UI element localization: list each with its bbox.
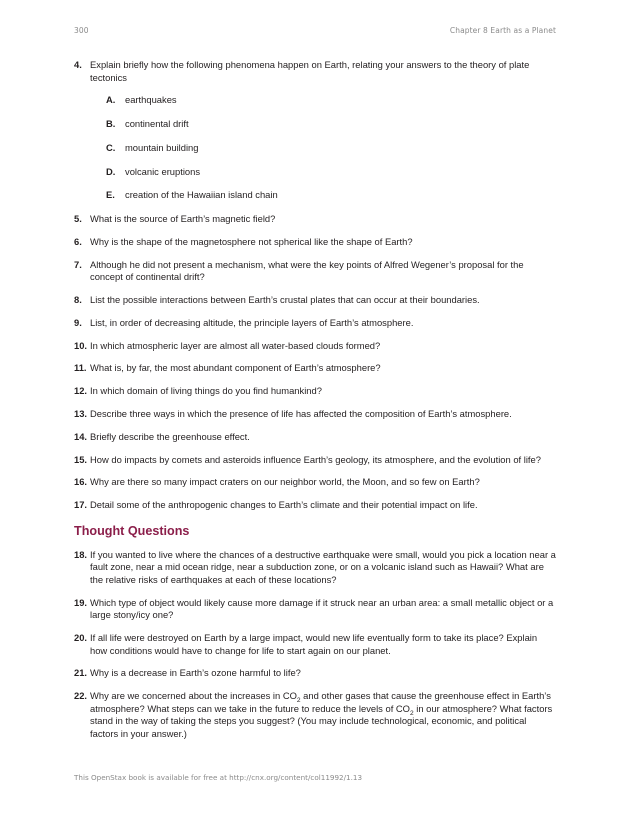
question-text: Detail some of the anthropogenic changes to Earth’s climate and their potential impact on life.: [90, 499, 478, 511]
question-number: 14.: [74, 430, 88, 442]
question-item: [74, 59, 556, 202]
question-text: Describe three ways in which the presence of life has affected the composition of Earth’s atmosphere.: [90, 407, 512, 419]
question-item: [74, 259, 556, 284]
question-item: [74, 549, 556, 587]
question-number: 22.: [74, 690, 88, 702]
question-item: [74, 317, 556, 330]
question-number: 20.: [74, 632, 88, 643]
question-item: [74, 499, 556, 512]
question-text: Explain briefly how the following phenomena happen on Earth, relating your answers to the theory of plate tectonics: [90, 59, 530, 83]
question-item: [74, 690, 556, 740]
question-text: If you wanted to live where the chances of a destructive earthquake were small, would you pick a location near a fault zone, near a mid ocean ridge, near a subduction zone, or on a volcanic island such as Hawaii? What are the relative risks of earthquakes at each of these locations?: [90, 548, 556, 585]
question-text: List the possible interactions between Earth’s crustal plates that can occur at their boundaries.: [90, 294, 480, 306]
question-text: How do impacts by comets and asteroids influence Earth’s geology, its atmosphere, and the evolution of life?: [90, 453, 541, 465]
sub-question-list: [90, 94, 556, 202]
chapter-title: Chapter 8 Earth as a Planet: [449, 26, 556, 35]
footer-note: This OpenStax book is available for free at http://cnx.org/content/col11992/1.13: [74, 773, 363, 782]
page-number: 300: [74, 26, 89, 35]
sub-question-letter: A.: [106, 94, 116, 106]
section-heading: Thought Questions: [74, 523, 190, 538]
question-text: Briefly describe the greenhouse effect.: [90, 430, 250, 442]
question-number: 15.: [74, 453, 88, 465]
question-item: [74, 454, 556, 467]
question-number: 13.: [74, 407, 88, 419]
question-text: Why are we concerned about the increases in $CO_2$ and other gases that cause the greenhouse effect in Earth’s atmosphere? What steps can we take in the future to reduce the levels of $CO_2$ in our atmosphere? What factors stand in the way of taking the steps you suggest? (You may include technological, economic, and political factors in your answer.): [90, 690, 553, 739]
question-item: [74, 340, 556, 353]
question-number: 21.: [74, 667, 88, 679]
question-number: 19.: [74, 596, 88, 608]
question-text: In which atmospheric layer are almost all water-based clouds formed?: [90, 339, 381, 351]
question-text: If all life were destroyed on Earth by a large impact, would new life eventually form to take its place? Explain how conditions would have to change for life to start again on our planet.: [90, 632, 538, 656]
question-text: Which type of object would likely cause more damage if it struck near an urban area: a small metallic object or a large stony/icy one?: [90, 596, 554, 621]
question-item: [74, 294, 556, 307]
question-number: 17.: [74, 499, 88, 511]
sub-question-letter: D.: [106, 165, 116, 177]
question-number: 18.: [74, 548, 88, 560]
sub-question-text: creation of the Hawaiian island chain: [125, 189, 278, 201]
question-text: In which domain of living things do you find humankind?: [90, 385, 322, 397]
question-item: [74, 476, 556, 489]
sub-question-letter: B.: [106, 117, 116, 129]
sub-question-item: [106, 166, 556, 179]
question-number: 12.: [74, 385, 88, 397]
question-text: List, in order of decreasing altitude, the principle layers of Earth’s atmosphere.: [90, 316, 414, 328]
question-number: 11.: [74, 362, 87, 374]
question-item: [74, 597, 556, 622]
sub-question-text: mountain building: [125, 141, 199, 153]
sub-question-item: [106, 142, 556, 155]
question-number: 9.: [74, 316, 82, 328]
question-text: What is, by far, the most abundant component of Earth’s atmosphere?: [90, 362, 381, 374]
page-content: [74, 59, 556, 751]
question-item: [74, 431, 556, 444]
sub-question-text: earthquakes: [125, 94, 177, 106]
review-questions-list: [74, 59, 556, 512]
thought-questions-list: [74, 549, 556, 680]
question-text: Why is a decrease in Earth’s ozone harmful to life?: [90, 667, 301, 679]
question-item: [74, 408, 556, 421]
question-number: 6.: [74, 235, 82, 247]
question-item: [74, 632, 556, 657]
question-text: Although he did not present a mechanism, what were the key points of Alfred Wegener’s proposal for the concept of continental drift?: [90, 258, 524, 283]
question-number: 5.: [74, 213, 82, 225]
question-item: [74, 362, 556, 375]
question-text: What is the source of Earth’s magnetic field?: [90, 213, 276, 225]
question-text: Why are there so many impact craters on our neighbor world, the Moon, and so few on Earth?: [90, 476, 480, 488]
sub-question-letter: E.: [106, 189, 115, 201]
sub-question-text: continental drift: [125, 117, 189, 129]
question-number: 4.: [74, 59, 82, 70]
question-item: [74, 236, 556, 249]
question-number: 10.: [74, 339, 88, 351]
question-item: [74, 385, 556, 398]
sub-question-item: [106, 94, 556, 107]
question-item: [74, 667, 556, 680]
sub-question-item: [106, 189, 556, 202]
question-number: 8.: [74, 294, 82, 306]
sub-question-item: [106, 118, 556, 131]
question-text: Why is the shape of the magnetosphere not spherical like the shape of Earth?: [90, 235, 413, 247]
question-number: 16.: [74, 476, 88, 488]
sub-question-letter: C.: [106, 141, 116, 153]
question-number: 7.: [74, 258, 82, 270]
question-item: [74, 213, 556, 226]
sub-question-text: volcanic eruptions: [125, 165, 201, 177]
